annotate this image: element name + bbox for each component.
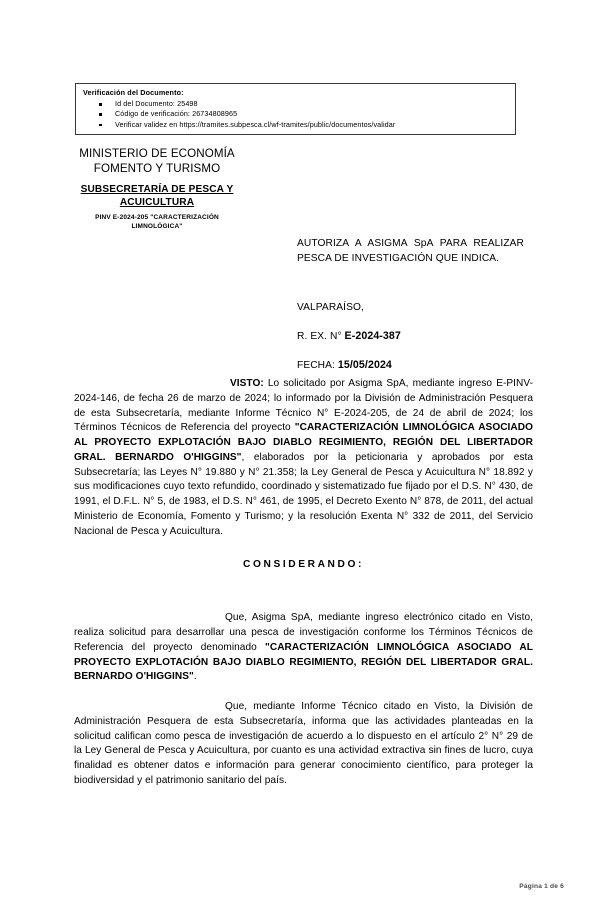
resolution-number xyxy=(297,329,524,344)
visto-project-name: "CARACTERIZACIÓN LIMNOLÓGICA ASOCIADO AL PROYECTO EXPLOTACIÓN BAJO DIABLO REGIMIENTO, REGIÓN DEL LIBERTADOR GRAL. BERNARDO O'HIGGINS" xyxy=(74,422,533,463)
visto-paragraph xyxy=(74,377,533,539)
considerando-paragraph-1 xyxy=(74,611,533,685)
project-code-block xyxy=(33,213,281,231)
bullet-icon xyxy=(99,113,102,116)
document-body xyxy=(74,377,533,789)
project-code-line-1: PINV E-2024-205 "CARACTERIZACIÓN xyxy=(95,214,219,222)
verification-list xyxy=(83,99,510,130)
verification-item-code: Código de verificación: 26734808965 xyxy=(115,109,238,119)
subsecretaria-line-2: ACUICULTURA xyxy=(119,197,195,209)
resolution-date-label: FECHA: xyxy=(297,359,335,371)
ministry-line-1: MINISTERIO DE ECONOMÍA xyxy=(79,147,235,160)
resolution-number-value: E-2024-387 xyxy=(344,329,401,342)
resolution-header xyxy=(297,236,524,373)
bullet-icon xyxy=(99,103,102,106)
visto-text-after: , elaborados por la peticionaria y aprobados por esta Subsecretaría; las Leyes N° 19.880 y N° 21.358; la Ley General de Pesca y Acuicultura N° 18.892 y sus modificaciones cuyo texto refundido, coordinado y sistematizado fue fijado por el D.S. N° 430, de 1991, el D.F.L. N° 5, de 1983, el D.S. N° 461, de 1995, el Decreto Exento N° 878, de 2011, del actual Ministerio de Economía, Fomento y Turismo; y la resolución Exenta N° 332 de 2011, del Servicio Nacional de Pesca y Acuicultura. xyxy=(74,451,533,537)
resolution-date-value: 15/05/2024 xyxy=(337,358,392,371)
page-footer: Página 1 de 6 xyxy=(519,883,564,890)
resolution-date xyxy=(297,358,524,373)
considerando-1-before: Que, Asigma SpA, mediante ingreso electrónico citado en Visto, realiza solicitud para desarrollar una pesca de investigación conforme los Términos Técnicos de Referencia del proyecto denominado xyxy=(74,612,533,653)
ministry-line-2: FOMENTO Y TURISMO xyxy=(93,161,221,175)
verification-box xyxy=(75,83,516,135)
subsecretaria-line-1: SUBSECRETARÍA DE PESCA Y xyxy=(80,184,234,196)
resolution-subject: AUTORIZA A ASIGMA SpA PARA REALIZAR PESCA DE INVESTIGACIÓN QUE INDICA. xyxy=(297,238,524,265)
list-item xyxy=(83,99,510,109)
subsecretaria-block xyxy=(33,183,281,209)
considerando-paragraph-2: Que, mediante Informe Técnico citado en Visto, la División de Administración Pesquera de esta Subsecretaría, informa que las actividades planteadas en la solicitud califican como pesca de investigación de acuerdo a lo dispuesto en el artículo 2° N° 29 de la Ley General de Pesca y Acuicultura, por cuanto es una actividad extractiva sin fines de lucro, cuya finalidad es obtener datos e información para generar conocimiento científico, para proteger la biodiversidad y el patrimonio sanitario del país. xyxy=(74,701,533,786)
resolution-place: VALPARAÍSO, xyxy=(297,301,364,313)
project-code-line-2: LIMNOLÓGICA" xyxy=(131,223,183,231)
resolution-number-label: R. EX. N° xyxy=(297,330,342,342)
visto-heading: VISTO: xyxy=(230,378,264,389)
list-item xyxy=(83,120,510,130)
bullet-icon xyxy=(99,124,102,127)
verification-item-url: Verificar validez en https://tramites.subpesca.cl/wf-tramites/public/documentos/validar xyxy=(115,119,396,129)
considerando-1-after: . xyxy=(193,671,197,683)
considerando-1-project: "CARACTERIZACIÓN LIMNOLÓGICA ASOCIADO AL PROYECTO EXPLOTACIÓN BAJO DIABLO REGIMIENTO, REGIÓN DEL LIBERTADOR GRAL. BERNARDO O'HIGGINS" xyxy=(74,641,533,683)
verification-title: Verificación del Documento: xyxy=(83,88,184,97)
institution-header xyxy=(33,147,281,232)
list-item xyxy=(83,109,510,119)
visto-text-before: Lo solicitado por Asigma SpA, mediante ingreso E-PINV-2024-146, de fecha 26 de marzo de 2024; lo informado por la División de Administración Pesquera de esta Subsecretaría, mediante Informe Técnico N° E-2024-205, de 24 de abril de 2024; los Términos Técnicos de Referencia del proyecto xyxy=(74,378,533,434)
considerando-heading: CONSIDERANDO: xyxy=(243,559,364,571)
verification-item-id: Id del Documento: 25498 xyxy=(115,99,198,108)
